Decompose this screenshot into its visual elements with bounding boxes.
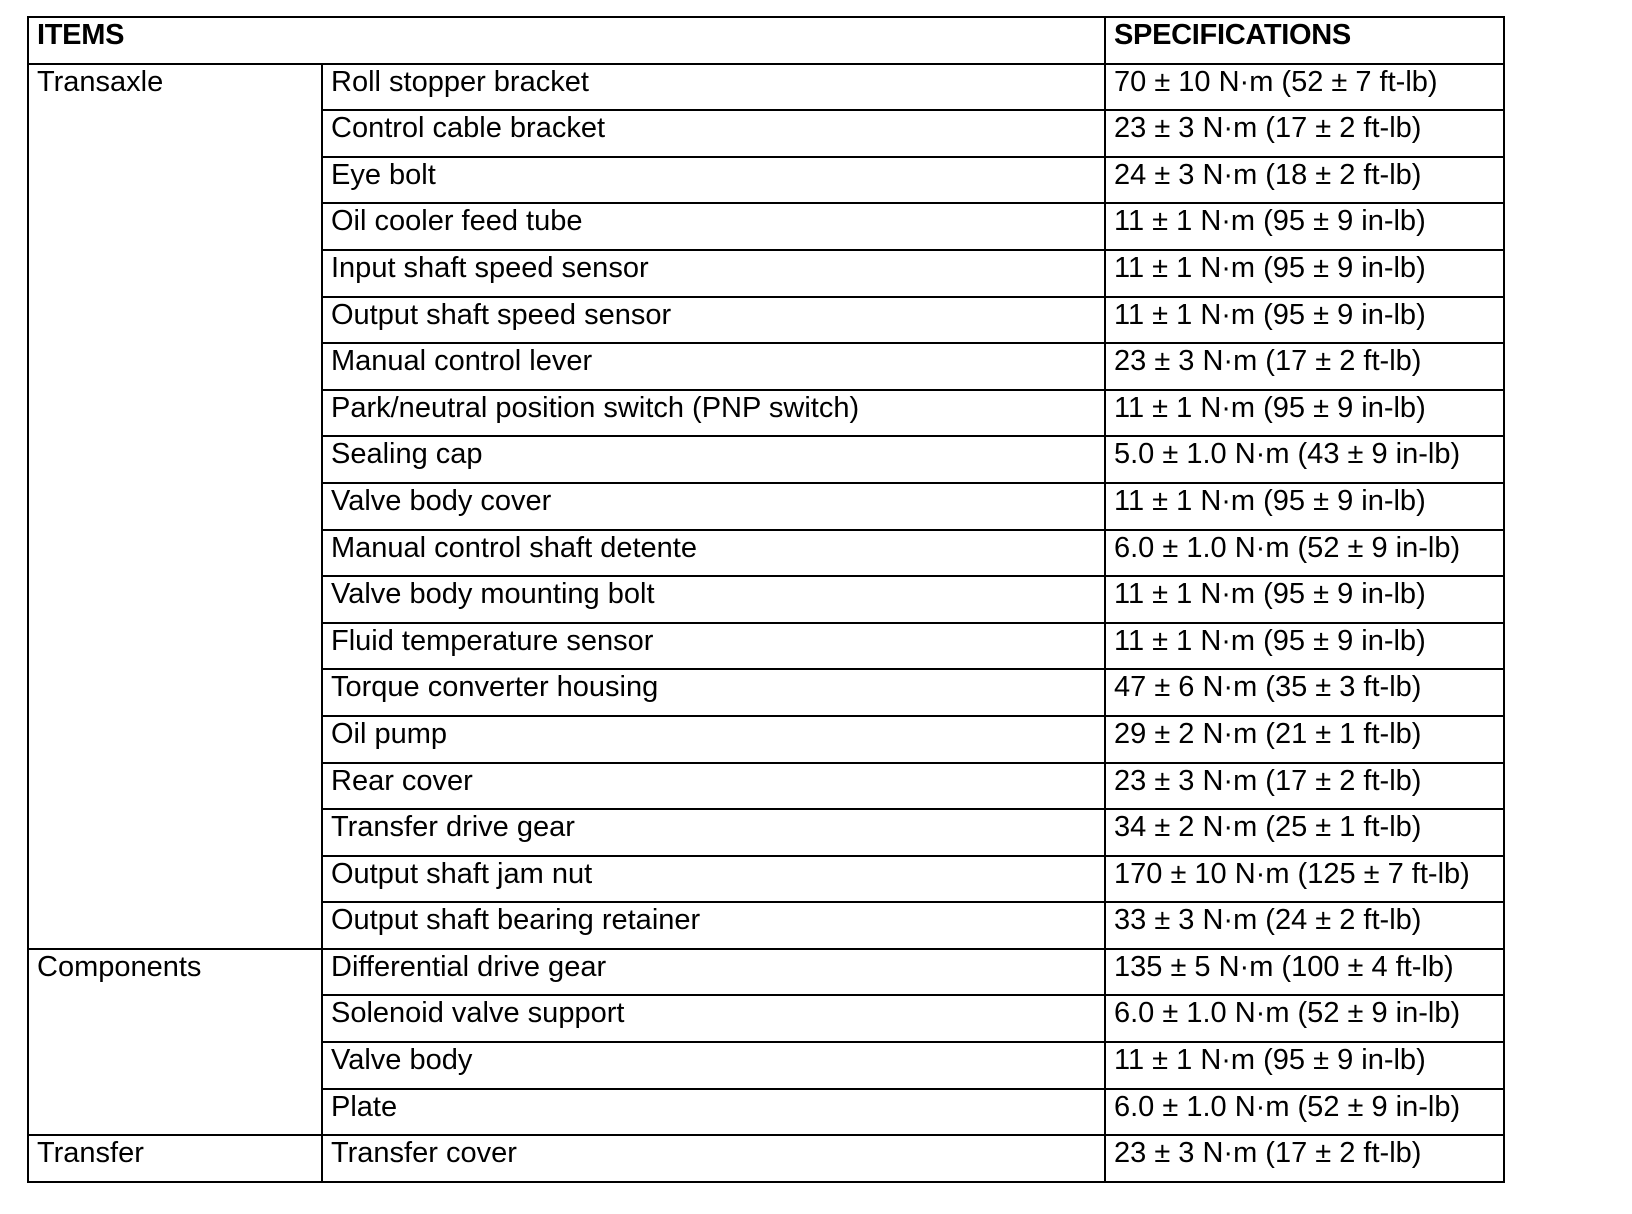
table-body: [28, 64, 1504, 1182]
item-name: Eye bolt: [322, 157, 1105, 204]
table-row: [28, 949, 1504, 996]
item-name: Output shaft speed sensor: [322, 297, 1105, 344]
item-specification: 23 ± 3 N·m (17 ± 2 ft-lb): [1105, 1135, 1504, 1182]
item-name: Control cable bracket: [322, 110, 1105, 157]
item-name: Input shaft speed sensor: [322, 250, 1105, 297]
item-specification: 11 ± 1 N·m (95 ± 9 in-lb): [1105, 250, 1504, 297]
item-name: Differential drive gear: [322, 949, 1105, 996]
torque-spec-table: [27, 16, 1505, 1183]
item-specification: 34 ± 2 N·m (25 ± 1 ft-lb): [1105, 809, 1504, 856]
item-name: Output shaft jam nut: [322, 856, 1105, 903]
item-name: Valve body mounting bolt: [322, 576, 1105, 623]
item-name: Valve body: [322, 1042, 1105, 1089]
item-specification: 29 ± 2 N·m (21 ± 1 ft-lb): [1105, 716, 1504, 763]
item-specification: 170 ± 10 N·m (125 ± 7 ft-lb): [1105, 856, 1504, 903]
table-row: [28, 1135, 1504, 1182]
item-specification: 11 ± 1 N·m (95 ± 9 in-lb): [1105, 390, 1504, 437]
item-specification: 6.0 ± 1.0 N·m (52 ± 9 in-lb): [1105, 1089, 1504, 1136]
group-label: Transaxle: [28, 64, 322, 949]
item-specification: 6.0 ± 1.0 N·m (52 ± 9 in-lb): [1105, 995, 1504, 1042]
table-row: [28, 64, 1504, 111]
item-name: Fluid temperature sensor: [322, 623, 1105, 670]
item-specification: 23 ± 3 N·m (17 ± 2 ft-lb): [1105, 110, 1504, 157]
item-specification: 5.0 ± 1.0 N·m (43 ± 9 in-lb): [1105, 436, 1504, 483]
item-name: Oil pump: [322, 716, 1105, 763]
item-name: Rear cover: [322, 763, 1105, 810]
item-specification: 6.0 ± 1.0 N·m (52 ± 9 in-lb): [1105, 530, 1504, 577]
item-specification: 11 ± 1 N·m (95 ± 9 in-lb): [1105, 483, 1504, 530]
item-specification: 23 ± 3 N·m (17 ± 2 ft-lb): [1105, 343, 1504, 390]
item-name: Roll stopper bracket: [322, 64, 1105, 111]
item-specification: 135 ± 5 N·m (100 ± 4 ft-lb): [1105, 949, 1504, 996]
item-specification: 11 ± 1 N·m (95 ± 9 in-lb): [1105, 297, 1504, 344]
item-name: Output shaft bearing retainer: [322, 902, 1105, 949]
item-specification: 47 ± 6 N·m (35 ± 3 ft-lb): [1105, 669, 1504, 716]
item-specification: 11 ± 1 N·m (95 ± 9 in-lb): [1105, 1042, 1504, 1089]
header-items: ITEMS: [28, 17, 1105, 64]
item-name: Manual control lever: [322, 343, 1105, 390]
header-row: [28, 17, 1504, 64]
item-name: Transfer cover: [322, 1135, 1105, 1182]
header-specifications: SPECIFICATIONS: [1105, 17, 1504, 64]
item-name: Solenoid valve support: [322, 995, 1105, 1042]
item-name: Transfer drive gear: [322, 809, 1105, 856]
item-specification: 33 ± 3 N·m (24 ± 2 ft-lb): [1105, 902, 1504, 949]
item-name: Valve body cover: [322, 483, 1105, 530]
item-specification: 11 ± 1 N·m (95 ± 9 in-lb): [1105, 203, 1504, 250]
item-specification: 11 ± 1 N·m (95 ± 9 in-lb): [1105, 576, 1504, 623]
item-name: Torque converter housing: [322, 669, 1105, 716]
item-specification: 11 ± 1 N·m (95 ± 9 in-lb): [1105, 623, 1504, 670]
item-specification: 24 ± 3 N·m (18 ± 2 ft-lb): [1105, 157, 1504, 204]
item-name: Manual control shaft detente: [322, 530, 1105, 577]
item-name: Sealing cap: [322, 436, 1105, 483]
item-specification: 70 ± 10 N·m (52 ± 7 ft-lb): [1105, 64, 1504, 111]
item-name: Oil cooler feed tube: [322, 203, 1105, 250]
item-name: Plate: [322, 1089, 1105, 1136]
item-specification: 23 ± 3 N·m (17 ± 2 ft-lb): [1105, 763, 1504, 810]
item-name: Park/neutral position switch (PNP switch): [322, 390, 1105, 437]
group-label: Transfer: [28, 1135, 322, 1182]
group-label: Components: [28, 949, 322, 1135]
